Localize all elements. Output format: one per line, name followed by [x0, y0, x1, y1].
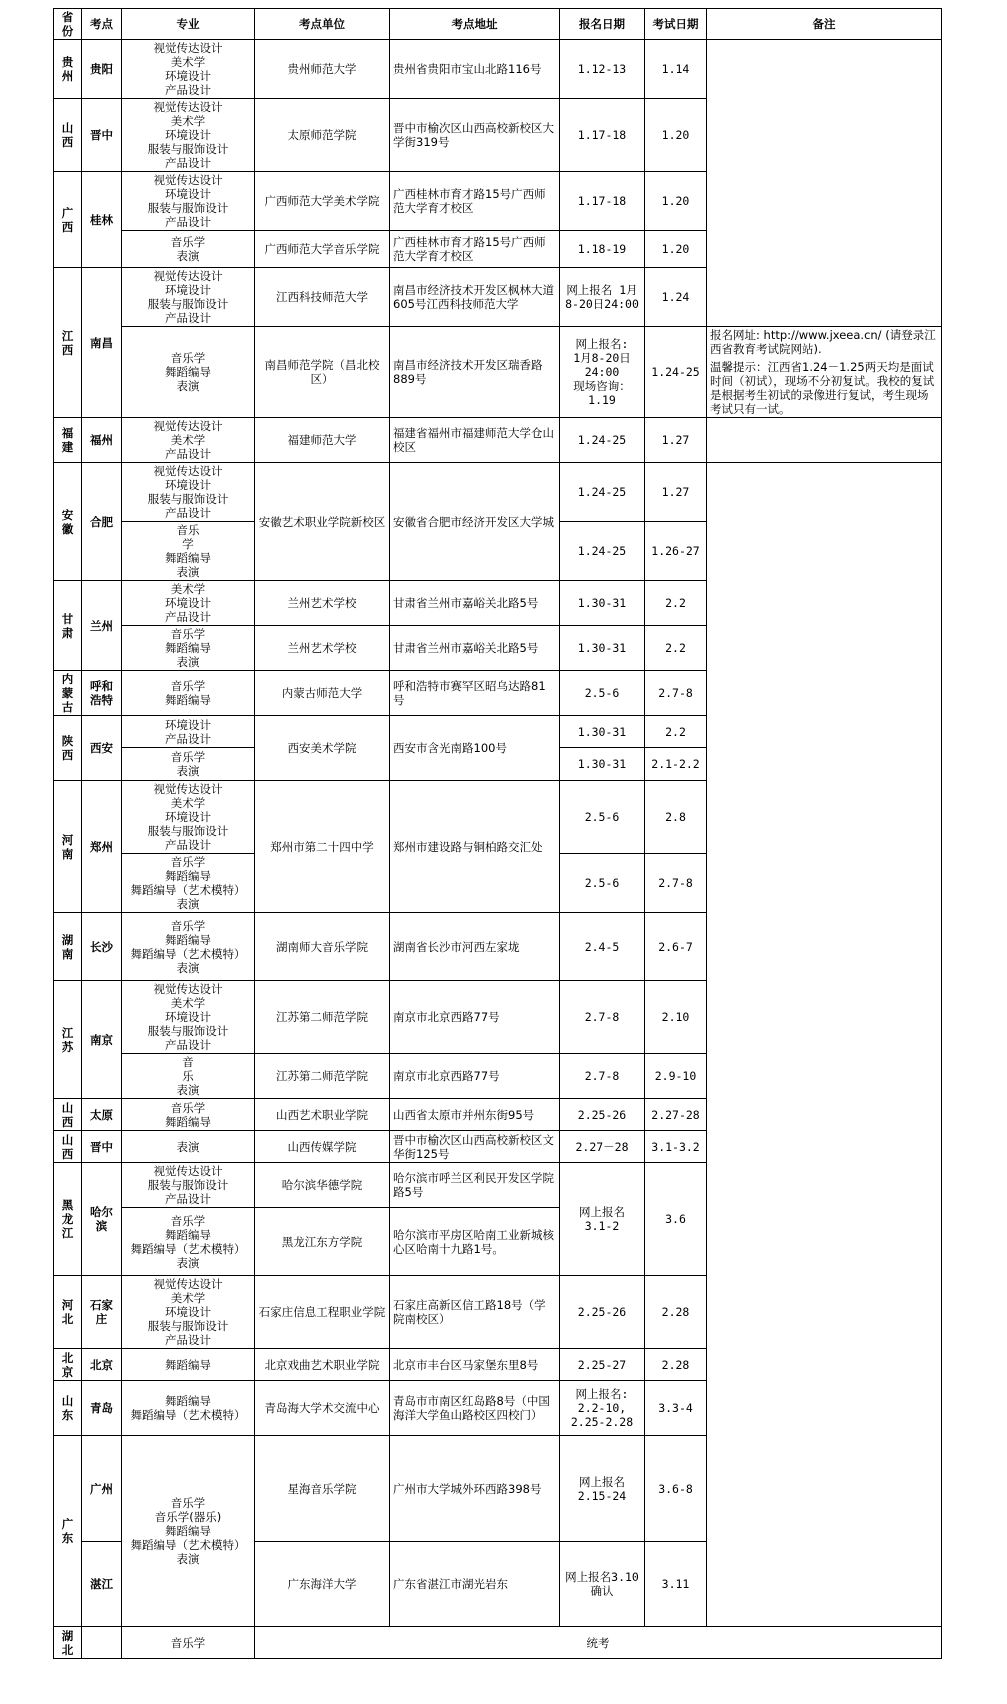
reg-date-cell: 1.18-19	[560, 231, 645, 268]
site-cell: 哈尔 滨	[82, 1163, 122, 1276]
unit-cell: 青岛海大学术交流中心	[255, 1381, 390, 1436]
address-cell: 湖南省长沙市河西左家垅	[390, 913, 560, 981]
address-cell: 晋中市榆次区山西高校新校区大学街319号	[390, 99, 560, 172]
address-cell: 西安市含光南路100号	[390, 716, 560, 781]
major-cell: 音乐学 舞蹈编导 舞蹈编导（艺术模特） 表演	[122, 913, 255, 981]
site-cell-empty	[82, 1627, 122, 1659]
major-cell: 美术学 环境设计 产品设计	[122, 581, 255, 626]
reg-date-cell: 网上报名 1月8-20日24:00	[560, 268, 645, 327]
site-cell: 福州	[82, 418, 122, 463]
unit-cell: 广西师范大学音乐学院	[255, 231, 390, 268]
site-cell: 晋中	[82, 99, 122, 172]
reg-date-cell: 2.5-6	[560, 854, 645, 913]
unit-cell: 南昌师范学院（昌北校区）	[255, 327, 390, 418]
address-cell: 安徽省合肥市经济开发区大学城	[390, 463, 560, 581]
reg-date-cell: 2.25-26	[560, 1276, 645, 1349]
exam-date-cell: 3.3-4	[645, 1381, 707, 1436]
col-province: 省份	[54, 9, 82, 40]
major-cell: 音乐 学 舞蹈编导 表演	[122, 522, 255, 581]
reg-date-cell: 2.7-8	[560, 1054, 645, 1099]
remark-cell	[707, 327, 942, 418]
major-cell: 音乐学 舞蹈编导 舞蹈编导（艺术模特）表演	[122, 854, 255, 913]
province-cell: 江 苏	[54, 981, 82, 1099]
reg-date-cell: 1.24-25	[560, 463, 645, 522]
unit-cell: 星海音乐学院	[255, 1436, 390, 1542]
site-cell: 西安	[82, 716, 122, 781]
major-cell: 音乐学 舞蹈编导	[122, 1099, 255, 1131]
remark-cell-empty	[707, 463, 942, 1627]
unit-cell: 兰州艺术学校	[255, 626, 390, 671]
address-cell: 南京市北京西路77号	[390, 1054, 560, 1099]
reg-date-cell: 1.12-13	[560, 40, 645, 99]
reg-date-cell: 2.7-8	[560, 981, 645, 1054]
exam-date-cell: 2.8	[645, 781, 707, 854]
exam-date-cell: 1.26-27	[645, 522, 707, 581]
exam-date-cell: 3.11	[645, 1542, 707, 1627]
unit-cell: 安徽艺术职业学院新校区	[255, 463, 390, 581]
exam-date-cell: 2.9-10	[645, 1054, 707, 1099]
site-cell: 湛江	[82, 1542, 122, 1627]
unit-cell: 黑龙江东方学院	[255, 1208, 390, 1276]
site-cell: 兰州	[82, 581, 122, 671]
address-cell: 哈尔滨市呼兰区利民开发区学院路5号	[390, 1163, 560, 1208]
exam-date-cell: 1.20	[645, 172, 707, 231]
unit-cell: 江西科技师范大学	[255, 268, 390, 327]
reg-date-cell: 2.5-6	[560, 781, 645, 854]
site-cell: 晋中	[82, 1131, 122, 1163]
reg-date-cell: 网上报名: 2.2-10, 2.25-2.28	[560, 1381, 645, 1436]
site-cell: 南昌	[82, 268, 122, 418]
site-cell: 郑州	[82, 781, 122, 913]
site-cell: 青岛	[82, 1381, 122, 1436]
unit-cell: 内蒙古师范大学	[255, 671, 390, 716]
remark-cell-empty	[707, 40, 942, 327]
exam-date-cell: 2.2	[645, 581, 707, 626]
unit-cell: 福建师范大学	[255, 418, 390, 463]
province-cell: 福 建	[54, 418, 82, 463]
major-cell: 音乐学 表演	[122, 231, 255, 268]
major-cell: 视觉传达设计 美术学 环境设计 产品设计	[122, 40, 255, 99]
site-cell: 广州	[82, 1436, 122, 1542]
province-cell: 广 西	[54, 172, 82, 268]
province-cell: 山 西	[54, 1099, 82, 1131]
unit-cell: 哈尔滨华德学院	[255, 1163, 390, 1208]
reg-date-cell: 1.24-25	[560, 418, 645, 463]
reg-date-cell: 网上报名 2.15-24	[560, 1436, 645, 1542]
province-cell: 安 徽	[54, 463, 82, 581]
col-major: 专业	[122, 9, 255, 40]
province-cell: 陕 西	[54, 716, 82, 781]
reg-date-cell: 1.17-18	[560, 172, 645, 231]
address-cell: 山西省太原市并州东街95号	[390, 1099, 560, 1131]
province-cell: 湖 南	[54, 913, 82, 981]
exam-date-cell: 2.2	[645, 626, 707, 671]
major-cell: 环境设计 产品设计	[122, 716, 255, 748]
exam-date-cell: 3.6-8	[645, 1436, 707, 1542]
address-cell: 广西桂林市育才路15号广西师范大学育才校区	[390, 231, 560, 268]
address-cell: 南昌市经济技术开发区瑞香路889号	[390, 327, 560, 418]
reg-date-cell: 网上报名3.10确认	[560, 1542, 645, 1627]
exam-date-cell: 2.2	[645, 716, 707, 748]
exam-date-cell: 1.20	[645, 99, 707, 172]
header-row	[54, 9, 942, 40]
reg-date-cell: 1.30-31	[560, 626, 645, 671]
exam-date-cell: 2.1-2.2	[645, 748, 707, 781]
unit-cell: 贵州师范大学	[255, 40, 390, 99]
major-cell: 视觉传达设计 环境设计 服装与服饰设计 产品设计	[122, 268, 255, 327]
col-address: 考点地址	[390, 9, 560, 40]
site-cell: 呼和 浩特	[82, 671, 122, 716]
col-remark: 备注	[707, 9, 942, 40]
major-cell: 音乐学 舞蹈编导 表演	[122, 327, 255, 418]
remark-tip: 温馨提示：江西省1.24－1.25两天均是面试时间（初试），现场不分初复试。我校的复试是根据考生初试的录像进行复试，考生现场考试只有一试。	[710, 360, 935, 416]
major-cell: 音乐学 舞蹈编导 表演	[122, 626, 255, 671]
site-cell: 贵阳	[82, 40, 122, 99]
major-cell: 视觉传达设计 美术学 环境设计 服装与服饰设计 产品设计	[122, 781, 255, 854]
address-cell: 南昌市经济技术开发区枫林大道605号江西科技师范大学	[390, 268, 560, 327]
address-cell: 北京市丰台区马家堡东里8号	[390, 1349, 560, 1381]
major-cell: 视觉传达设计 美术学 产品设计	[122, 418, 255, 463]
major-cell: 音乐学 音乐学(器乐) 舞蹈编导 舞蹈编导（艺术模特） 表演	[122, 1436, 255, 1627]
table-row	[54, 418, 942, 463]
address-cell: 南京市北京西路77号	[390, 981, 560, 1054]
col-site: 考点	[82, 9, 122, 40]
major-cell: 视觉传达设计 环境设计 服装与服饰设计 产品设计	[122, 172, 255, 231]
major-cell: 视觉传达设计 美术学 环境设计 服装与服饰设计 产品设计	[122, 99, 255, 172]
exam-date-cell: 2.28	[645, 1349, 707, 1381]
exam-date-cell: 3.6	[645, 1163, 707, 1276]
address-cell: 晋中市榆次区山西高校新校区文华街125号	[390, 1131, 560, 1163]
exam-date-cell: 2.7-8	[645, 854, 707, 913]
address-cell: 呼和浩特市赛罕区昭乌达路81号	[390, 671, 560, 716]
major-cell: 表演	[122, 1131, 255, 1163]
major-cell: 舞蹈编导 舞蹈编导（艺术模特）	[122, 1381, 255, 1436]
address-cell: 贵州省贵阳市宝山北路116号	[390, 40, 560, 99]
province-cell: 江 西	[54, 268, 82, 418]
province-cell: 河 北	[54, 1276, 82, 1349]
province-cell: 山 西	[54, 1131, 82, 1163]
address-cell: 甘肃省兰州市嘉峪关北路5号	[390, 581, 560, 626]
site-cell: 北京	[82, 1349, 122, 1381]
exam-date-cell: 2.28	[645, 1276, 707, 1349]
unit-cell: 郑州市第二十四中学	[255, 781, 390, 913]
province-cell: 北 京	[54, 1349, 82, 1381]
col-reg-date: 报名日期	[560, 9, 645, 40]
reg-date-cell: 1.24-25	[560, 522, 645, 581]
reg-date-cell: 网上报名: 1月8-20日24:00 现场咨询：1.19	[560, 327, 645, 418]
major-cell: 视觉传达设计 服装与服饰设计 产品设计	[122, 1163, 255, 1208]
exam-date-cell: 2.10	[645, 981, 707, 1054]
province-cell: 黑 龙 江	[54, 1163, 82, 1276]
exam-date-cell: 1.27	[645, 418, 707, 463]
major-cell: 舞蹈编导	[122, 1349, 255, 1381]
address-cell: 广州市大学城外环西路398号	[390, 1436, 560, 1542]
site-cell: 石家 庄	[82, 1276, 122, 1349]
address-cell: 广西桂林市育才路15号广西师范大学育才校区	[390, 172, 560, 231]
province-cell: 广 东	[54, 1436, 82, 1627]
address-cell: 哈尔滨市平房区哈南工业新城核心区哈南十九路1号。	[390, 1208, 560, 1276]
address-cell: 青岛市市南区红岛路8号（中国海洋大学鱼山路校区四校门）	[390, 1381, 560, 1436]
reg-date-cell: 2.25-26	[560, 1099, 645, 1131]
reg-date-cell: 2.25-27	[560, 1349, 645, 1381]
unit-cell: 广西师范大学美术学院	[255, 172, 390, 231]
province-cell: 山 西	[54, 99, 82, 172]
remark-url: 报名网址: http://www.jxeea.cn/ (请登录江西省教育考试院网站).	[710, 328, 936, 356]
address-cell: 郑州市建设路与铜柏路交汇处	[390, 781, 560, 913]
exam-date-cell: 1.27	[645, 463, 707, 522]
exam-date-cell: 2.27-28	[645, 1099, 707, 1131]
site-cell: 合肥	[82, 463, 122, 581]
unit-cell: 广东海洋大学	[255, 1542, 390, 1627]
major-cell: 音乐学 舞蹈编导	[122, 671, 255, 716]
site-cell: 太原	[82, 1099, 122, 1131]
reg-date-cell: 2.5-6	[560, 671, 645, 716]
major-cell: 音 乐 表演	[122, 1054, 255, 1099]
exam-date-cell: 1.24	[645, 268, 707, 327]
unit-cell: 石家庄信息工程职业学院	[255, 1276, 390, 1349]
reg-date-cell: 2.27－28	[560, 1131, 645, 1163]
exam-schedule-table	[53, 8, 942, 1659]
address-cell: 广东省湛江市湖光岩东	[390, 1542, 560, 1627]
major-cell: 音乐学 表演	[122, 748, 255, 781]
major-cell: 视觉传达设计 美术学 环境设计 服装与服饰设计 产品设计	[122, 1276, 255, 1349]
exam-date-cell: 3.1-3.2	[645, 1131, 707, 1163]
unit-cell: 山西传媒学院	[255, 1131, 390, 1163]
unit-cell: 江苏第二师范学院	[255, 981, 390, 1054]
major-cell: 视觉传达设计 美术学 环境设计 服装与服饰设计 产品设计	[122, 981, 255, 1054]
reg-date-cell: 网上报名 3.1-2	[560, 1163, 645, 1276]
unit-cell: 兰州艺术学校	[255, 581, 390, 626]
table-row	[54, 1627, 942, 1659]
col-unit: 考点单位	[255, 9, 390, 40]
exam-date-cell: 2.6-7	[645, 913, 707, 981]
province-cell: 甘 肃	[54, 581, 82, 671]
province-cell: 内 蒙 古	[54, 671, 82, 716]
unit-cell: 江苏第二师范学院	[255, 1054, 390, 1099]
table-row	[54, 463, 942, 522]
table-row	[54, 327, 942, 418]
reg-date-cell: 1.30-31	[560, 748, 645, 781]
reg-date-cell: 2.4-5	[560, 913, 645, 981]
province-cell: 山 东	[54, 1381, 82, 1436]
site-cell: 南京	[82, 981, 122, 1099]
exam-date-cell: 2.7-8	[645, 671, 707, 716]
site-cell: 长沙	[82, 913, 122, 981]
address-cell: 福建省福州市福建师范大学仓山校区	[390, 418, 560, 463]
province-cell: 湖 北	[54, 1627, 82, 1659]
unit-cell: 西安美术学院	[255, 716, 390, 781]
address-cell: 石家庄高新区信工路18号（学院南校区）	[390, 1276, 560, 1349]
province-cell: 河 南	[54, 781, 82, 913]
reg-date-cell: 1.30-31	[560, 716, 645, 748]
unit-cell: 湖南师大音乐学院	[255, 913, 390, 981]
major-cell: 音乐学	[122, 1627, 255, 1659]
exam-date-cell: 1.20	[645, 231, 707, 268]
site-cell: 桂林	[82, 172, 122, 268]
unit-cell: 北京戏曲艺术职业学院	[255, 1349, 390, 1381]
table-row	[54, 40, 942, 99]
unified-exam-cell: 统考	[255, 1627, 942, 1659]
remark-cell-empty	[707, 418, 942, 463]
col-exam-date: 考试日期	[645, 9, 707, 40]
major-cell: 视觉传达设计 环境设计 服装与服饰设计 产品设计	[122, 463, 255, 522]
reg-date-cell: 1.30-31	[560, 581, 645, 626]
exam-date-cell: 1.14	[645, 40, 707, 99]
major-cell: 音乐学 舞蹈编导 舞蹈编导（艺术模特） 表演	[122, 1208, 255, 1276]
address-cell: 甘肃省兰州市嘉峪关北路5号	[390, 626, 560, 671]
unit-cell: 太原师范学院	[255, 99, 390, 172]
reg-date-cell: 1.17-18	[560, 99, 645, 172]
province-cell: 贵 州	[54, 40, 82, 99]
exam-date-cell: 1.24-25	[645, 327, 707, 418]
unit-cell: 山西艺术职业学院	[255, 1099, 390, 1131]
